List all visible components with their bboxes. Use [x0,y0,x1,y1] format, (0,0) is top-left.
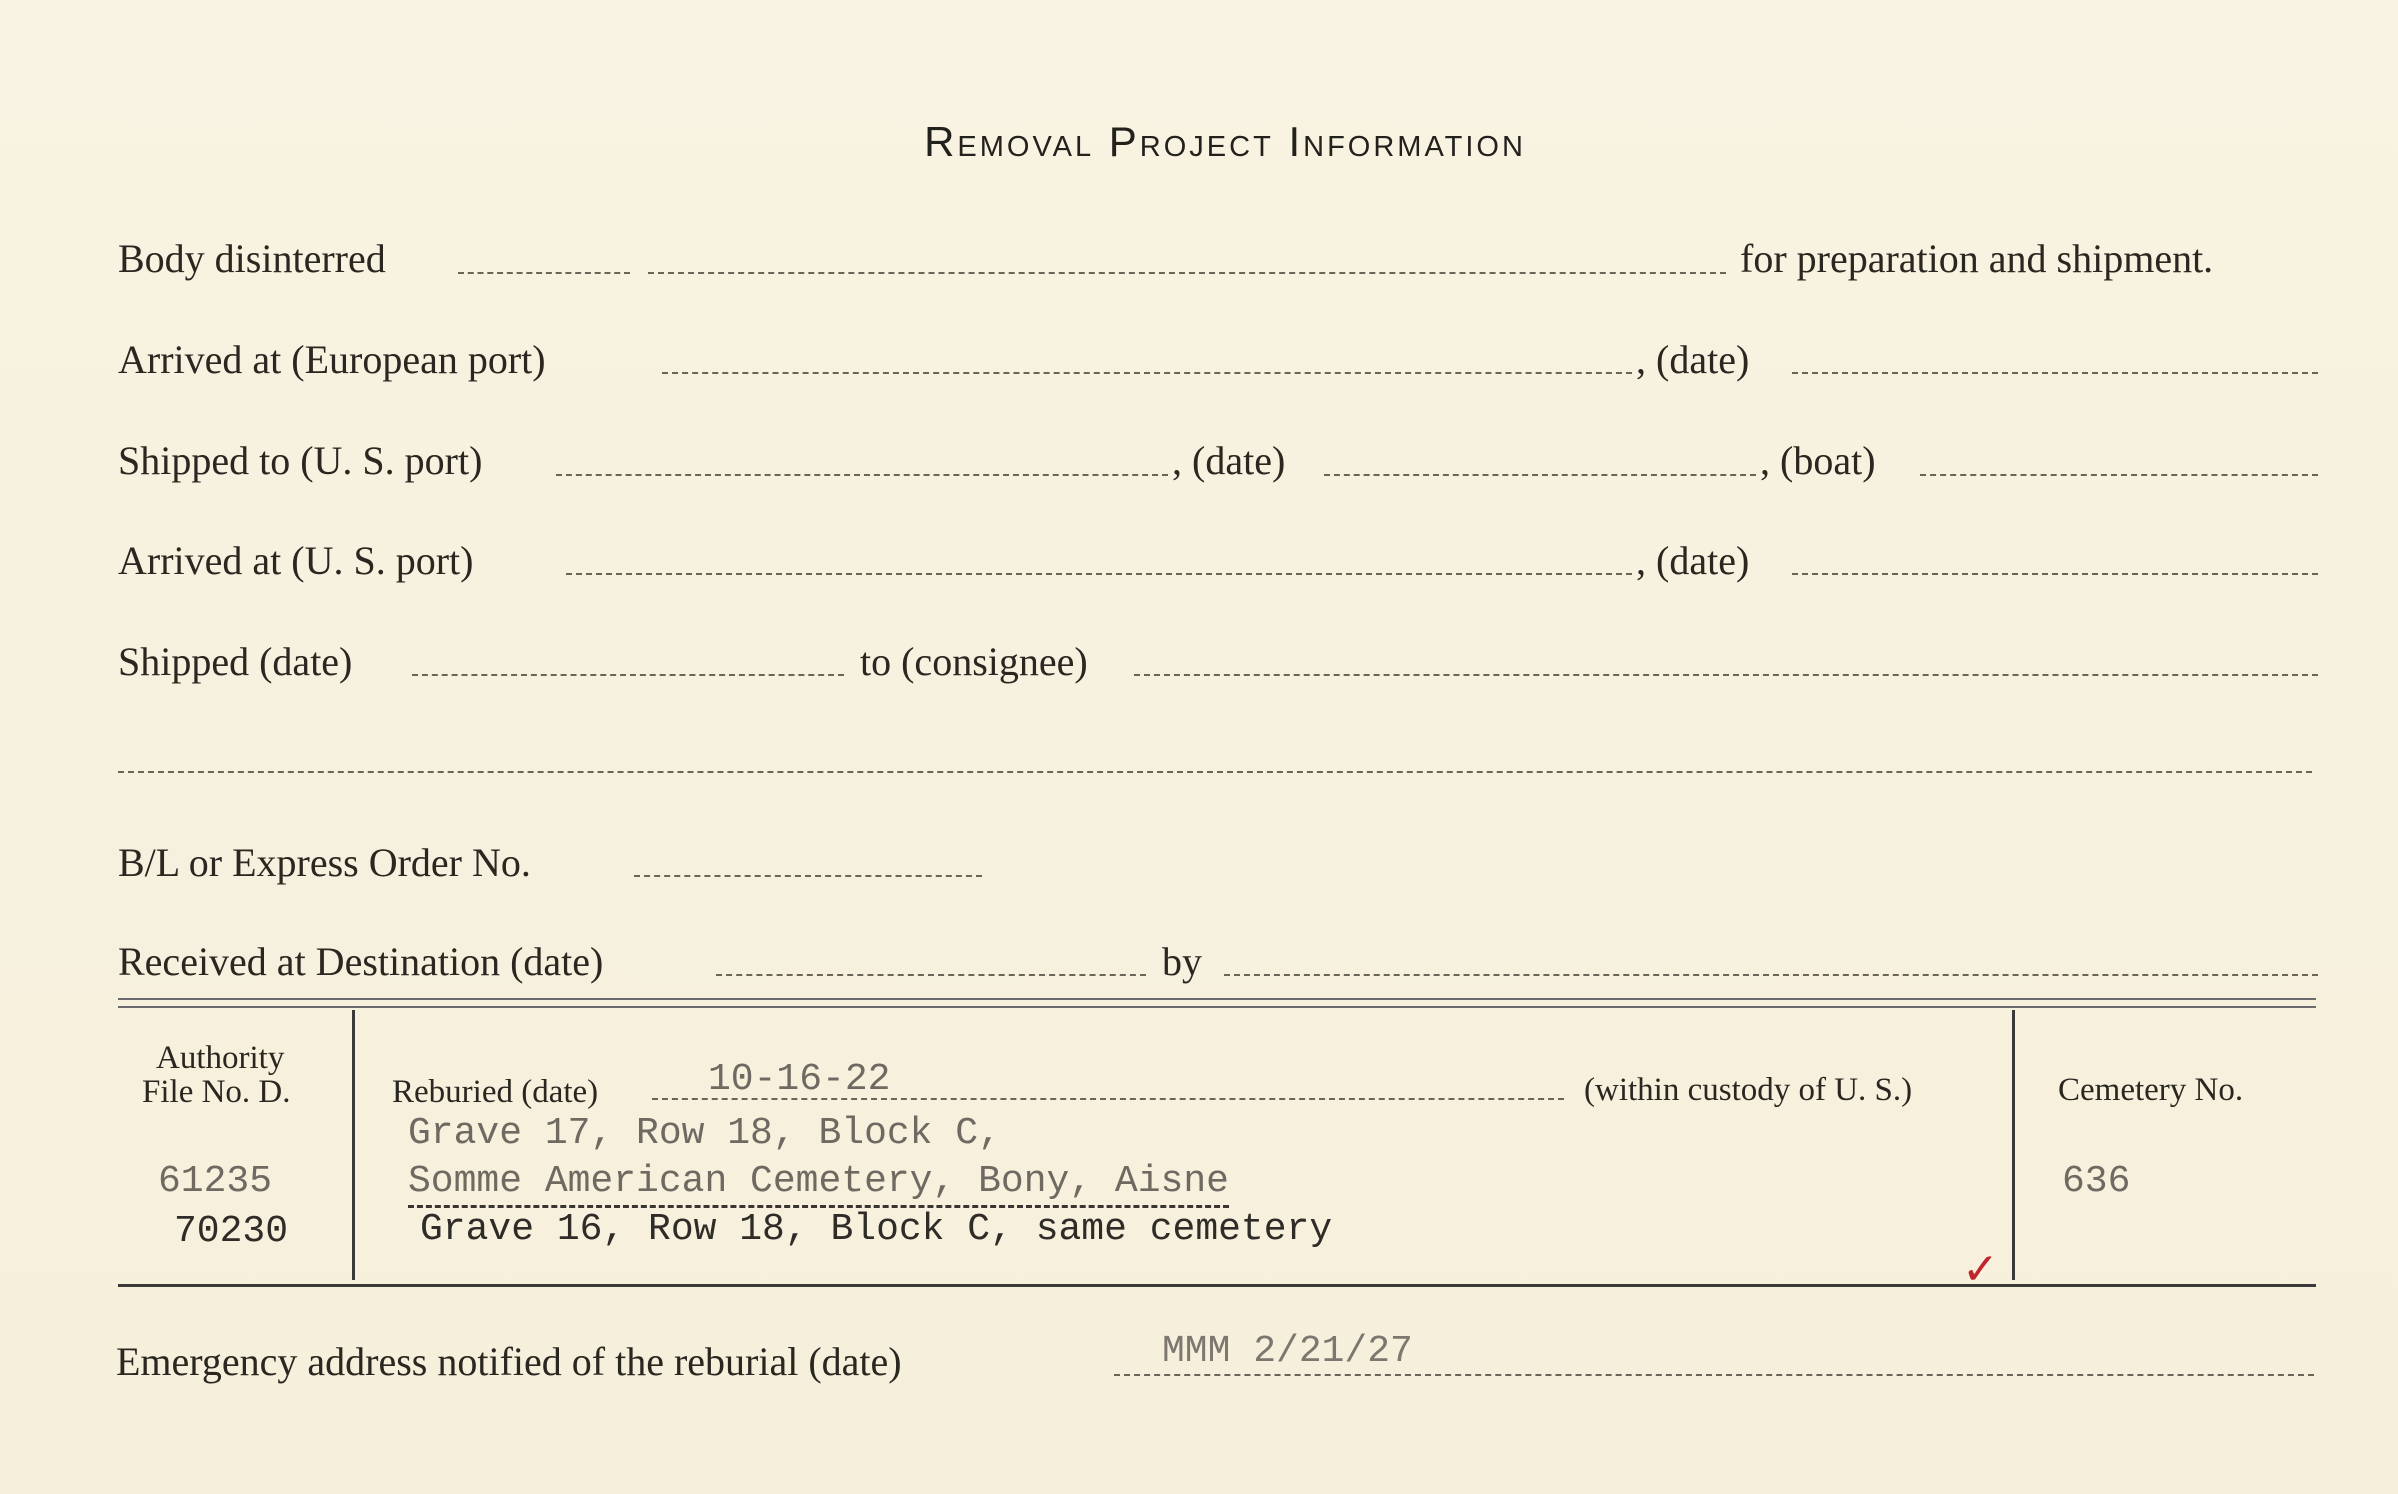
shipped-to-date-field [1324,474,1756,476]
received-by-field [1224,974,2318,976]
box-divider-left [352,1010,355,1280]
received-by-label: by [1162,939,1202,984]
arrived-european-date-field [1792,372,2318,374]
shipped-date-label: Shipped (date) [118,639,353,684]
cemetery-no-label: Cemetery No. [2058,1072,2244,1108]
received-destination-label: Received at Destination (date) [118,939,604,984]
arrived-european-label: Arrived at (European port) [118,337,546,382]
form-title: Removal Project Information [924,118,1526,165]
body-disinterred-field-b [648,272,1726,274]
arrived-us-date-field [1792,573,2318,575]
reburied-date-value: 10-16-22 [708,1058,891,1101]
box-top-rule-2 [118,1006,2316,1008]
shipped-to-field [556,474,1168,476]
received-destination-field [716,974,1146,976]
shipped-to-date-label: , (date) [1172,438,1286,483]
body-disinterred-suffix: for preparation and shipment. [1740,236,2214,281]
reburied-label: Reburied (date) [392,1074,599,1110]
file-no-label: File No. D. [142,1074,291,1110]
emergency-date-field [1114,1374,2314,1376]
bl-order-label: B/L or Express Order No. [118,840,531,885]
emergency-date-value: MMM 2/21/27 [1162,1330,1413,1373]
grave-line-2: Somme American Cemetery, Bony, Aisne [408,1160,1229,1208]
body-disinterred-field-a [458,272,630,274]
consignee-label: to (consignee) [860,639,1088,684]
arrived-european-field [662,372,1632,374]
body-disinterred-label: Body disinterred [118,236,386,281]
arrived-us-date-label: , (date) [1636,538,1750,583]
red-check-mark: ✓ [1962,1244,1999,1295]
arrived-european-date-label: , (date) [1636,337,1750,382]
box-divider-right [2012,1010,2015,1280]
grave-line-1: Grave 17, Row 18, Block C, [408,1112,1001,1155]
consignee-field [1134,674,2318,676]
grave-line-3: Grave 16, Row 18, Block C, same cemetery [420,1208,1333,1251]
cemetery-no-value: 636 [2062,1160,2131,1203]
shipped-to-label: Shipped to (U. S. port) [118,438,483,483]
file-number-2: 70230 [174,1210,289,1253]
emergency-label: Emergency address notified of the reburial (date) [116,1339,902,1384]
arrived-us-label: Arrived at (U. S. port) [118,538,474,583]
box-top-rule-1 [118,998,2316,1000]
consignee-continuation-field [118,771,2312,773]
shipped-to-boat-field [1920,474,2318,476]
custody-label: (within custody of U. S.) [1584,1072,1913,1108]
arrived-us-field [566,573,1632,575]
shipped-to-boat-label: , (boat) [1760,438,1876,483]
shipped-date-field [412,674,844,676]
bl-order-field [634,875,982,877]
file-number-1: 61235 [158,1160,273,1203]
authority-label: Authority [156,1040,285,1076]
